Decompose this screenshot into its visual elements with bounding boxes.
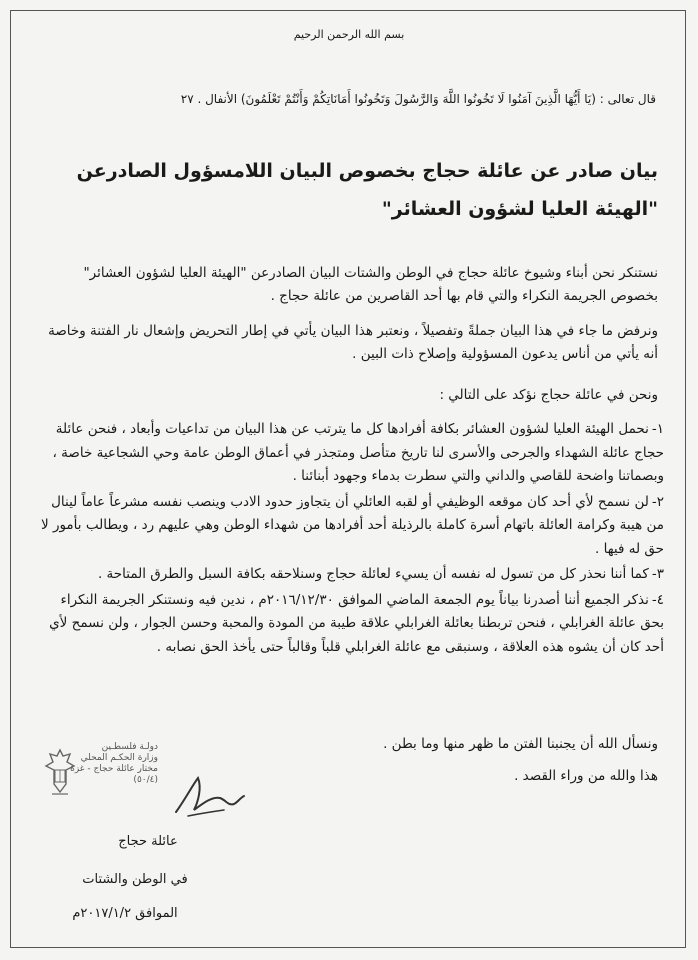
points-list — [34, 418, 664, 661]
quran-verse: قال تعالى : (يَا أَيُّهَا الَّذِينَ آمَنُوا لَا تَخُونُوا اللَّهَ وَالرَّسُولَ وَتَخُونُوا أَمَانَاتِكُمْ وَأَنْتُمْ تَعْلَمُونَ) الأنفال . ٢٧ — [180, 92, 656, 106]
item-text: كما أننا نحذر كل من تسول له نفسه أن يسيء لعائلة حجاج وسنلاحقه بكافة السبل والطرق المتاحة . — [97, 566, 649, 582]
stamp-line: مختار عائلة حجاج - غزة — [70, 764, 158, 774]
stamp-line: وزارة الحكـم المحلي — [80, 753, 158, 763]
stamp-line: دولـة فلسطـين — [101, 742, 158, 752]
stamp-line: (٥٠/٤) — [133, 775, 158, 785]
signatory-location: في الوطن والشتات — [82, 872, 188, 887]
closing-phrase: هذا والله من وراء القصد . — [514, 768, 658, 784]
list-item — [34, 589, 664, 660]
paragraph-rejection: ونرفض ما جاء في هذا البيان جملةً وتفصيلاً ، ونعتبر هذا البيان يأتي في إطار التحريض وإشعال نار الفتنة وخاصة أنه يأتي من أناس يدعون المسؤولية وإصلاح ذات البين . — [48, 323, 658, 362]
item-text: نذكر الجميع أننا أصدرنا بياناً يوم الجمعة الماضي الموافق ٢٠١٦/١٢/٣٠م ، ندين فيه ونستنكر الجريمة النكراء بحق عائلة الغرابلي ، فنحن تربطنا بعائلة الغرابلي علاقة طيبة من المودة والمحبة وحسن الجوار ، ولن نسمح لأي أحد كان أن يشوه هذه العلاقة ، وسنبقى مع عائلة الغرابلي قلباً وقالباً حتى يأخذ الحق نصابه . — [49, 591, 664, 655]
paragraph-condemnation: نستنكر نحن أبناء وشيوخ عائلة حجاج في الوطن والشتات البيان الصادرعن "الهيئة العليا لشؤون العشائر" بخصوص الجريمة النكراء والتي قام بها أحد القاصرين من عائلة حجاج . — [83, 265, 658, 304]
signatory-date: الموافق ٢٠١٧/١/٢م — [72, 906, 178, 921]
item-number: ١- — [651, 421, 664, 437]
item-number: ٣- — [651, 566, 664, 582]
signatory-name: عائلة حجاج — [118, 834, 178, 849]
closing-prayer: ونسأل الله أن يجنبنا الفتن ما ظهر منها وما بطن . — [383, 736, 658, 752]
list-item — [34, 563, 664, 587]
item-text: نحمل الهيئة العليا لشؤون العشائر بكافة أفرادها كل ما يترتب عن هذا البيان من تداعيات وأبعاد ، فنحن عائلة حجاج عائلة الشهداء والجرحى والأسرى لنا تاريخ متأصل ومتجذر في أعماق الوطن عامة وحي الشجاعية خاصة ، وبصماتنا واضحة للقاصي والداني والتي سطرت بدماء وجهود أبنائنا . — [52, 421, 664, 484]
list-item — [34, 491, 664, 562]
official-stamp — [40, 742, 158, 812]
item-number: ٢- — [651, 493, 664, 510]
handwritten-signature-icon — [168, 768, 248, 824]
statement-title: بيان صادر عن عائلة حجاج بخصوص البيان اللامسؤول الصادرعن "الهيئة العليا لشؤون العشائر" — [76, 160, 658, 220]
item-text: لن نسمح لأي أحد كان موقعه الوظيفي أو لقبه العائلي أن يتجاوز حدود الادب وينصب نفسه مشرعاً عاماً لينال من هيبة وكرامة العائلة باتهام أسرة كاملة بالرذيلة أحد أفرادها من شهداء الوطن وهي عليهم رد ، ويطالب بأمور لا حق له فيها . — [40, 493, 664, 557]
list-item — [34, 418, 664, 489]
paragraph-points-intro: ونحن في عائلة حجاج نؤكد على التالي : — [439, 387, 658, 403]
bismillah-header: بسم الله الرحمن الرحيم — [293, 28, 405, 41]
item-number: ٤- — [651, 591, 664, 608]
